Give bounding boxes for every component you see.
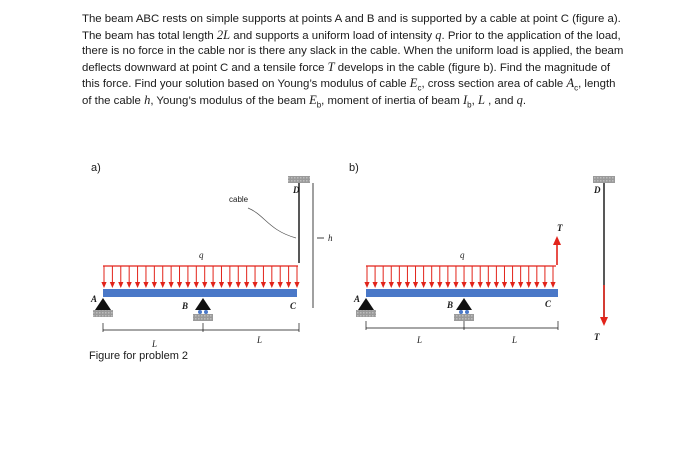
cable-leader: [248, 208, 296, 238]
load-arrow-head: [269, 282, 274, 288]
label-t-top: T: [557, 223, 563, 233]
load-arrow-head: [461, 282, 466, 288]
load-arrow-head: [160, 282, 165, 288]
label-q: q: [460, 250, 465, 260]
load-arrow-head: [185, 282, 190, 288]
figure-b-tag: b): [349, 162, 359, 174]
figure-a-tag: a): [91, 162, 101, 174]
load-arrow-head: [118, 282, 123, 288]
roller: [459, 310, 463, 314]
problem-text-3: . Prior to the application of the load, there is no force in the cable nor is there any slack in the cable. When the uniform load is applied, the beam deflects downward at point C and a tensile force: [82, 29, 624, 74]
symbol-T: T: [327, 59, 335, 74]
load-arrow-head: [202, 282, 207, 288]
load-arrow-head: [252, 282, 257, 288]
roller: [198, 310, 202, 314]
load-arrow-head: [177, 282, 182, 288]
ground-b: [193, 314, 213, 321]
problem-text-4: develops in the cable (figure b). Find the magnitude of this force. Find your solution based on Young’s modulus of cable: [82, 61, 611, 91]
fixed-support-d: [593, 176, 615, 183]
load-arrows: [364, 266, 555, 288]
problem-text-6: , length of the cable: [82, 78, 616, 107]
label-a: A: [354, 294, 361, 304]
load-arrow-head: [550, 282, 555, 288]
label-l1: L: [417, 335, 423, 345]
ground-a: [93, 310, 113, 317]
label-h: h: [328, 233, 333, 243]
symbol-Ac: A: [566, 76, 575, 91]
load-arrow-head: [381, 282, 386, 288]
label-a: A: [91, 294, 98, 304]
load-arrow-head: [429, 282, 434, 288]
tension-up-head: [553, 236, 561, 245]
subscript-c: c: [574, 83, 579, 93]
problem-text-11: .: [522, 94, 526, 107]
load-arrow-head: [389, 282, 394, 288]
load-arrow-head: [526, 282, 531, 288]
load-arrow-head: [127, 282, 132, 288]
load-arrow-head: [421, 282, 426, 288]
problem-text-9: ,: [471, 94, 478, 107]
tension-arrow-head: [600, 317, 608, 326]
cable-label: cable: [229, 195, 249, 204]
label-b: B: [182, 301, 189, 311]
label-l1: L: [152, 339, 158, 349]
ground-b: [454, 314, 474, 321]
load-arrow-head: [236, 282, 241, 288]
label-c: C: [545, 299, 552, 309]
load-arrow-head: [210, 282, 215, 288]
pin-support-a: [358, 298, 374, 310]
load-arrow-head: [364, 282, 369, 288]
load-arrows: [101, 266, 299, 288]
symbol-Ib: I: [462, 92, 468, 107]
symbol-Eb: E: [309, 92, 317, 107]
load-arrow-head: [534, 282, 539, 288]
load-arrow-head: [518, 282, 523, 288]
label-b: B: [447, 300, 454, 310]
problem-text-5: , cross section area of cable: [421, 78, 567, 91]
beam: [366, 289, 558, 297]
load-arrow-head: [405, 282, 410, 288]
label-l2: L: [257, 335, 263, 345]
label-d: D: [594, 185, 601, 195]
load-arrow-head: [194, 282, 199, 288]
label-d: D: [293, 185, 300, 195]
symbol-Ec: E: [409, 76, 418, 91]
problem-text-8: , moment of inertia of beam: [321, 94, 463, 107]
label-l2: L: [512, 335, 518, 345]
symbol-L: L: [477, 92, 485, 107]
load-arrow-head: [397, 282, 402, 288]
subscript-b: b: [316, 100, 322, 110]
figure-caption: Figure for problem 2: [89, 350, 189, 362]
problem-text-7: , Young’s modulus of the beam: [150, 94, 310, 107]
load-arrow-head: [542, 282, 547, 288]
load-arrow-head: [110, 282, 115, 288]
load-arrow-head: [219, 282, 224, 288]
symbol-h: h: [144, 92, 151, 107]
fixed-support-d: [288, 176, 310, 183]
load-arrow-head: [135, 282, 140, 288]
symbol-2L: 2L: [216, 27, 231, 42]
load-arrow-head: [502, 282, 507, 288]
subscript-c: c: [417, 83, 422, 93]
load-arrow-head: [261, 282, 266, 288]
label-q: q: [199, 250, 204, 260]
load-arrow-head: [510, 282, 515, 288]
figure-b: [353, 176, 615, 345]
load-arrow-head: [478, 282, 483, 288]
load-arrow-head: [445, 282, 450, 288]
load-arrow-head: [453, 282, 458, 288]
load-arrow-head: [294, 282, 299, 288]
load-arrow-head: [169, 282, 174, 288]
roller-support-b: [456, 298, 472, 310]
label-t-bottom: T: [594, 332, 600, 342]
roller-support-b: [195, 298, 211, 310]
load-arrow-head: [486, 282, 491, 288]
load-arrow-head: [244, 282, 249, 288]
load-arrow-head: [437, 282, 442, 288]
problem-text-10: , and: [484, 94, 517, 107]
load-arrow-head: [372, 282, 377, 288]
label-c: C: [290, 301, 297, 311]
symbol-q: q: [435, 27, 442, 42]
load-arrow-head: [101, 282, 106, 288]
problem-text-2: and supports a uniform load of intensity: [230, 29, 436, 42]
ground-a: [356, 310, 376, 317]
load-arrow-head: [152, 282, 157, 288]
load-arrow-head: [413, 282, 418, 288]
load-arrow-head: [227, 282, 232, 288]
load-arrow-head: [286, 282, 291, 288]
subscript-b: b: [467, 100, 472, 110]
load-arrow-head: [143, 282, 148, 288]
figure-a: [90, 176, 333, 349]
roller: [465, 310, 469, 314]
symbol-q: q: [516, 92, 523, 107]
load-arrow-head: [494, 282, 499, 288]
problem-text-1: The beam ABC rests on simple supports at points A and B and is supported by a cable at point C (figure a). The beam has total length: [82, 13, 621, 42]
roller: [204, 310, 208, 314]
pin-support-a: [95, 298, 111, 310]
load-arrow-head: [278, 282, 283, 288]
load-arrow-head: [470, 282, 475, 288]
beam: [103, 289, 297, 297]
